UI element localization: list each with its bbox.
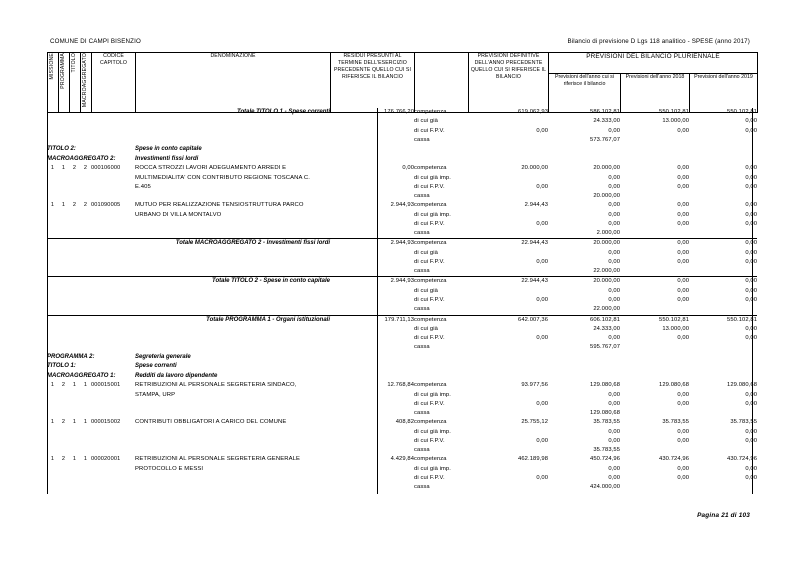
col-header-macroaggregato-label: MACROAGGREGATO xyxy=(82,53,89,108)
cell-anno-corrente-di_cui_fpv: 0,00 xyxy=(608,475,621,481)
cell-anno-corrente-di_cui_gia: 24.333,00 xyxy=(593,118,621,125)
cell-missione: 1 xyxy=(50,382,55,389)
cell-line-label-di_cui_fpv: di cui F.P.V. xyxy=(414,475,445,481)
cell-anno-2019-di_cui_fpv: 0,00 xyxy=(745,258,758,265)
cell-anno-2018-competenza: 430.724,96 xyxy=(659,456,690,463)
cell-line-label-competenza: competenza xyxy=(414,202,447,209)
cell-residui: 2.944,93 xyxy=(330,239,414,277)
denominazione-line: MUTUO PER REALIZZAZIONE TENSIOSTRUTTURA PARCO xyxy=(135,202,304,209)
cell-capitolo: 000106000 xyxy=(91,165,121,172)
cell-macro: 1 xyxy=(83,456,88,463)
cell-residui: 179.711,13 xyxy=(330,315,414,353)
cell-anno-2018-cassa xyxy=(620,483,689,492)
cell-anno-corrente-cassa: 2.000,00 xyxy=(596,230,621,237)
cell-previsioni-definitive-di_cui_gia xyxy=(468,117,548,126)
group-text: Redditi da lavoro dipendente xyxy=(135,372,218,379)
cell-previsioni-definitive-cassa xyxy=(468,192,548,201)
group-heading-row xyxy=(47,372,757,382)
cell-previsioni-definitive-cassa xyxy=(468,409,548,418)
cell-residui: 2.944,93 xyxy=(330,277,414,315)
cell-line-label-di_cui_fpv: di cui F.P.V. xyxy=(414,258,445,265)
cell-line-label-di_cui_fpv: di cui F.P.V. xyxy=(414,296,445,303)
col-header-residui: RESIDUI PRESUNTI AL TERMINE DELL'ESERCIZIO PRECEDENTE QUELLO CUI SI RIFERISCE IL BILANCIO xyxy=(331,53,415,113)
cell-anno-2019-competenza: 430.724,96 xyxy=(727,456,758,463)
col-header-previsioni-definitive: PREVISIONI DEFINITIVE DELL'ANNO PRECEDENTE QUELLO CUI SI RIFERISCE IL BILANCIO xyxy=(469,53,549,113)
cell-previsioni-definitive-di_cui_fpv: 0,00 xyxy=(536,475,549,481)
cell-anno-2018-competenza: 0,00 xyxy=(620,277,689,287)
cell-anno-2018-cassa xyxy=(620,305,689,315)
table-row xyxy=(47,277,757,287)
cell-anno-corrente-di_cui_gia: 0,00 xyxy=(608,465,621,472)
cell-anno-2018-di_cui_fpv: 0,00 xyxy=(677,335,690,342)
cell-line-label-cassa: cassa xyxy=(414,410,430,417)
col-header-codice-line2: CAPITOLO xyxy=(100,60,127,67)
cell-anno-2019-di_cui_gia: 0,00 xyxy=(745,249,758,256)
cell-previsioni-definitive-di_cui_gia xyxy=(468,428,548,437)
cell-anno-2019-di_cui_gia: 0,00 xyxy=(745,118,758,125)
cell-line-label-cassa: cassa xyxy=(414,230,430,237)
cell-anno-2019-competenza: 550.102,81 xyxy=(727,109,758,115)
cell-anno-2019-di_cui_gia: 0,00 xyxy=(745,465,758,472)
cell-anno-corrente-di_cui_gia: 0,00 xyxy=(608,428,621,435)
cell-previsioni-definitive-di_cui_gia xyxy=(468,465,548,474)
cell-anno-corrente-competenza: 450.724,96 xyxy=(590,456,621,463)
cell-titolo: 2 xyxy=(72,165,77,172)
cell-previsioni-definitive-di_cui_fpv: 0,00 xyxy=(536,183,549,190)
col-header-titolo-label: TITOLO xyxy=(71,53,78,73)
cell-missione: 1 xyxy=(50,165,55,172)
cell-line-label-cassa: cassa xyxy=(414,344,430,351)
cell-anno-2019-competenza: 550.102,81 xyxy=(689,315,757,325)
col-header-programma-label: PROGRAMMA xyxy=(60,53,67,89)
cell-line-label-di_cui_gia: di cui già imp. xyxy=(414,211,451,218)
cell-anno-2019-cassa xyxy=(689,409,757,418)
cell-anno-corrente-cassa: 595.767,07 xyxy=(590,344,621,351)
group-heading-row xyxy=(47,362,757,372)
cell-macro: 2 xyxy=(83,165,88,172)
cell-line-label-competenza: competenza xyxy=(414,315,468,325)
cell-anno-corrente-cassa: 424.000,00 xyxy=(590,484,621,491)
cell-anno-2018-cassa xyxy=(620,409,689,418)
cell-anno-2018-competenza: 129.080,68 xyxy=(659,382,690,389)
cell-denominazione xyxy=(135,164,330,201)
cell-anno-corrente-di_cui_gia: 0,00 xyxy=(608,174,621,181)
cell-previsioni-definitive-competenza: 642.007,36 xyxy=(468,315,548,325)
cell-line-label-competenza: competenza xyxy=(414,109,447,115)
cell-anno-2018-competenza: 550.102,81 xyxy=(620,315,689,325)
cell-anno-2018-di_cui_gia: 0,00 xyxy=(677,211,690,218)
table-row xyxy=(47,239,757,249)
cell-anno-2019-di_cui_fpv: 0,00 xyxy=(745,127,758,134)
cell-capitolo: 000015002 xyxy=(91,419,121,426)
cell-anno-2018-di_cui_fpv: 0,00 xyxy=(677,127,690,134)
cell-previsioni-definitive-cassa xyxy=(468,267,548,277)
group-code: TITOLO 1: xyxy=(47,363,76,370)
cell-previsioni-definitive-di_cui_fpv: 0,00 xyxy=(536,220,549,227)
cell-residui: 12.768,84 xyxy=(387,382,415,389)
cell-line-label-cassa: cassa xyxy=(414,268,430,275)
table-row xyxy=(47,381,757,390)
denominazione-line: URBANO DI VILLA MONTALVO xyxy=(135,211,222,218)
table-row xyxy=(47,418,757,427)
cell-capitolo: 000015001 xyxy=(91,382,121,389)
cell-anno-2019-cassa xyxy=(689,446,757,455)
cell-titolo: 2 xyxy=(72,202,77,209)
group-text: Segreteria generale xyxy=(135,353,191,360)
cell-anno-2018-competenza: 0,00 xyxy=(620,239,689,249)
col-header-spacer xyxy=(415,53,469,113)
cell-anno-2018-cassa xyxy=(620,136,689,145)
cell-denominazione xyxy=(135,201,330,239)
cell-anno-corrente-cassa: 573.767,07 xyxy=(590,136,621,143)
cell-anno-2019-competenza: 0,00 xyxy=(689,239,757,249)
cell-previsioni-definitive-di_cui_fpv: 0,00 xyxy=(536,296,549,303)
cell-anno-corrente-cassa: 22.000,00 xyxy=(593,306,621,313)
col-header-missione xyxy=(48,53,59,113)
cell-anno-2019-di_cui_gia: 0,00 xyxy=(745,391,758,398)
cell-residui: 2.944,93 xyxy=(390,202,415,209)
cell-line-label-di_cui_gia: di cui già imp. xyxy=(414,391,451,398)
col-header-missione-label: MISSIONE xyxy=(49,53,56,80)
cell-previsioni-definitive-competenza: 462.189,98 xyxy=(518,456,549,463)
cell-line-label-competenza: competenza xyxy=(414,165,447,172)
running-head-right: Bilancio di previsione D Lgs 118 analitico - SPESE (anno 2017) xyxy=(567,38,750,45)
group-heading-row xyxy=(47,145,757,155)
cell-previsioni-definitive-cassa xyxy=(468,343,548,352)
cell-residui: 4.429,84 xyxy=(390,456,415,463)
denominazione-line: PROTOCOLLO E MESSI xyxy=(135,465,204,472)
cell-anno-2018-di_cui_gia: 0,00 xyxy=(677,174,690,181)
running-head xyxy=(50,38,750,50)
cell-previsioni-definitive-di_cui_fpv: 0,00 xyxy=(536,258,549,265)
cell-line-label-cassa: cassa xyxy=(414,306,430,313)
cell-anno-2018-di_cui_fpv: 0,00 xyxy=(677,400,690,407)
denominazione-line: RETRIBUZIONI AL PERSONALE SEGRETERIA GENERALE xyxy=(135,456,301,463)
cell-capitolo: 000020001 xyxy=(91,456,121,463)
table-body xyxy=(47,108,757,493)
cell-anno-2018-di_cui_gia: 0,00 xyxy=(677,428,690,435)
cell-anno-corrente-di_cui_gia: 0,00 xyxy=(608,287,621,294)
cell-anno-2018-cassa xyxy=(620,229,689,239)
cell-previsioni-definitive-competenza: 2.944,43 xyxy=(524,202,549,209)
cell-line-label-di_cui_fpv: di cui F.P.V. xyxy=(414,127,445,134)
group-heading-row xyxy=(47,155,757,165)
cell-line-label-di_cui_gia: di cui già xyxy=(414,325,438,332)
cell-previsioni-definitive-cassa xyxy=(468,305,548,315)
cell-anno-corrente-competenza: 606.102,81 xyxy=(548,315,620,325)
cell-programma: 1 xyxy=(61,165,66,172)
cell-previsioni-definitive-di_cui_fpv: 0,00 xyxy=(536,437,549,444)
denominazione-line: E.405 xyxy=(135,184,151,191)
cell-anno-corrente-di_cui_fpv: 0,00 xyxy=(608,335,621,342)
cell-line-label-competenza: competenza xyxy=(414,382,447,389)
cell-anno-2018-di_cui_fpv: 0,00 xyxy=(677,183,690,190)
cell-anno-2019-competenza: 0,00 xyxy=(745,202,758,209)
cell-anno-2018-di_cui_gia: 13.000,00 xyxy=(662,325,690,332)
cell-anno-2019-di_cui_fpv: 0,00 xyxy=(745,475,758,481)
cell-titolo: 1 xyxy=(72,382,77,389)
cell-anno-2019-competenza: 35.783,55 xyxy=(730,419,758,426)
cell-anno-corrente-cassa: 20.000,00 xyxy=(593,193,621,200)
cell-anno-2019-di_cui_fpv: 0,00 xyxy=(745,183,758,190)
cell-previsioni-definitive-di_cui_gia xyxy=(468,325,548,334)
cell-previsioni-definitive-competenza: 22.944,43 xyxy=(468,239,548,249)
cell-previsioni-definitive-di_cui_fpv: 0,00 xyxy=(536,335,549,342)
cell-previsioni-definitive-di_cui_gia xyxy=(468,249,548,258)
cell-anno-2019-cassa xyxy=(689,192,757,201)
cell-anno-2019-di_cui_gia: 0,00 xyxy=(745,211,758,218)
cell-anno-2019-di_cui_gia: 0,00 xyxy=(745,287,758,294)
table-row xyxy=(47,201,757,210)
cell-anno-2019-di_cui_gia: 0,00 xyxy=(745,174,758,181)
cell-previsioni-definitive-competenza: 20.000,00 xyxy=(521,165,549,172)
denominazione-line: STAMPA, URP xyxy=(135,391,176,398)
cell-line-label-di_cui_fpv: di cui F.P.V. xyxy=(414,220,445,227)
cell-line-label-cassa: cassa xyxy=(414,447,430,454)
cell-line-label-di_cui_gia: di cui già xyxy=(414,249,438,256)
group-heading-row xyxy=(47,353,757,363)
cell-anno-2019-cassa xyxy=(689,305,757,315)
table-row xyxy=(47,164,757,173)
total-label: Totale PROGRAMMA 1 - Organi istituzionali xyxy=(47,315,330,353)
cell-anno-2018-di_cui_fpv: 0,00 xyxy=(677,220,690,227)
cell-anno-2018-cassa xyxy=(620,343,689,352)
cell-residui: 0,00 xyxy=(402,165,415,172)
cell-anno-corrente-cassa: 35.783,55 xyxy=(593,447,621,454)
group-text: Spese correnti xyxy=(135,363,177,370)
cell-previsioni-definitive-di_cui_fpv: 0,00 xyxy=(536,127,549,134)
cell-macro: 1 xyxy=(83,419,88,426)
cell-line-label-competenza: competenza xyxy=(414,277,468,287)
cell-anno-corrente-cassa: 129.080,68 xyxy=(590,410,621,417)
cell-anno-corrente-competenza: 20.000,00 xyxy=(548,277,620,287)
table-row xyxy=(47,315,757,325)
col-header-programma xyxy=(59,53,70,113)
cell-previsioni-definitive-competenza: 25.755,12 xyxy=(521,419,549,426)
cell-anno-corrente-di_cui_fpv: 0,00 xyxy=(608,220,621,227)
cell-missione: 1 xyxy=(50,419,55,426)
cell-anno-corrente-di_cui_gia: 0,00 xyxy=(608,391,621,398)
group-code: MACROAGGREGATO 2: xyxy=(47,155,116,162)
cell-anno-corrente-di_cui_fpv: 0,00 xyxy=(608,183,621,190)
cell-anno-2018-cassa xyxy=(620,267,689,277)
cell-line-label-di_cui_fpv: di cui F.P.V. xyxy=(414,183,445,190)
cell-previsioni-definitive-cassa xyxy=(468,229,548,239)
cell-anno-2018-competenza: 0,00 xyxy=(677,202,690,209)
cell-anno-corrente-di_cui_gia: 0,00 xyxy=(608,249,621,256)
group-code: TITOLO 2: xyxy=(47,146,76,153)
cell-anno-2018-di_cui_gia: 0,00 xyxy=(677,391,690,398)
cell-previsioni-definitive-di_cui_gia xyxy=(468,174,548,183)
col-header-anno-corrente: Previsioni dell'anno cui si riferisce il bilancio xyxy=(549,73,621,112)
cell-anno-2018-di_cui_fpv: 0,00 xyxy=(677,296,690,303)
cell-anno-corrente-di_cui_fpv: 0,00 xyxy=(608,400,621,407)
cell-anno-corrente-competenza: 129.080,68 xyxy=(590,382,621,389)
cell-anno-2018-competenza: 0,00 xyxy=(677,165,690,172)
cell-anno-corrente-competenza: 35.783,55 xyxy=(593,419,621,426)
total-label: Totale TITOLO 2 - Spese in conto capitale xyxy=(47,277,330,315)
table-row xyxy=(47,455,757,464)
cell-capitolo: 001090005 xyxy=(91,202,121,209)
cell-anno-2019-di_cui_fpv: 0,00 xyxy=(745,220,758,227)
cell-line-label-di_cui_gia: di cui già imp. xyxy=(414,174,451,181)
denominazione-line: MULTIMEDIALITA' CON CONTRIBUTO REGIONE TOSCANA C. xyxy=(135,174,311,181)
page-footer: Pagina 21 di 103 xyxy=(697,512,750,519)
cell-anno-2018-di_cui_gia: 0,00 xyxy=(677,287,690,294)
cell-line-label-di_cui_gia: di cui già xyxy=(414,118,438,125)
col-header-codice-line1: CODICE xyxy=(103,53,124,59)
cell-anno-2019-di_cui_gia: 0,00 xyxy=(745,325,758,332)
cell-anno-corrente-di_cui_fpv: 0,00 xyxy=(608,437,621,444)
cell-anno-corrente-di_cui_gia: 24.333,00 xyxy=(593,325,621,332)
cell-line-label-di_cui_gia: di cui già xyxy=(414,287,438,294)
cell-anno-corrente-cassa: 22.000,00 xyxy=(593,268,621,275)
cell-anno-corrente-di_cui_fpv: 0,00 xyxy=(608,258,621,265)
group-code: PROGRAMMA 2: xyxy=(47,353,95,360)
cell-residui: 408,82 xyxy=(395,419,415,426)
cell-macro: 2 xyxy=(83,202,88,209)
cell-anno-corrente-di_cui_fpv: 0,00 xyxy=(608,127,621,134)
cell-anno-2018-di_cui_gia: 0,00 xyxy=(677,465,690,472)
cell-anno-corrente-competenza: 586.102,81 xyxy=(590,109,621,115)
cell-anno-2019-cassa xyxy=(689,229,757,239)
denominazione-line: CONTRIBUTI OBBLIGATORI A CARICO DEL COMUNE xyxy=(135,419,287,426)
cell-anno-2019-cassa xyxy=(689,136,757,145)
group-text: Spese in conto capitale xyxy=(135,146,202,153)
cell-previsioni-definitive-di_cui_gia xyxy=(468,391,548,400)
cell-previsioni-definitive-cassa xyxy=(468,446,548,455)
table-header xyxy=(47,52,758,113)
cell-anno-corrente-competenza: 0,00 xyxy=(608,202,621,209)
cell-programma: 2 xyxy=(61,382,66,389)
cell-anno-2018-cassa xyxy=(620,192,689,201)
col-header-anno-2018: Previsioni dell'anno 2018 xyxy=(621,73,690,112)
col-header-macroaggregato xyxy=(81,53,92,113)
cell-anno-corrente-competenza: 20.000,00 xyxy=(593,165,621,172)
col-header-denominazione: DENOMINAZIONE xyxy=(136,53,331,113)
col-header-anno-2019: Previsioni dell'anno 2019 xyxy=(690,73,758,112)
cell-programma: 2 xyxy=(61,419,66,426)
cell-anno-2019-di_cui_fpv: 0,00 xyxy=(745,296,758,303)
cell-previsioni-definitive-di_cui_gia xyxy=(468,211,548,220)
cell-line-label-cassa: cassa xyxy=(414,136,430,143)
cell-anno-2018-di_cui_gia: 13.000,00 xyxy=(662,118,690,125)
cell-line-label-di_cui_gia: di cui già imp. xyxy=(414,428,451,435)
cell-anno-corrente-di_cui_gia: 0,00 xyxy=(608,211,621,218)
cell-anno-2019-di_cui_gia: 0,00 xyxy=(745,428,758,435)
col-header-pluriennale: PREVISIONI DEL BILANCIO PLURIENNALE xyxy=(549,53,758,74)
cell-anno-2019-di_cui_fpv: 0,00 xyxy=(745,335,758,342)
denominazione-line: ROCCA STROZZI LAVORI ADEGUAMENTO ARREDI E xyxy=(135,165,287,172)
cell-previsioni-definitive-competenza: 22.944,43 xyxy=(468,277,548,287)
cell-previsioni-definitive-competenza: 619.062,93 xyxy=(518,109,549,115)
cell-previsioni-definitive-di_cui_gia xyxy=(468,287,548,296)
total-label: Totale MACROAGGREGATO 2 - Investimenti fissi lordi xyxy=(47,239,330,277)
total-label: Totale TITOLO 1 - Spese correnti xyxy=(237,109,331,115)
cell-anno-2019-competenza: 0,00 xyxy=(689,277,757,287)
cell-previsioni-definitive-cassa xyxy=(468,136,548,145)
cell-line-label-di_cui_gia: di cui già imp. xyxy=(414,465,451,472)
cell-anno-2019-cassa xyxy=(689,267,757,277)
cell-line-label-competenza: competenza xyxy=(414,456,447,463)
table-row xyxy=(47,108,757,117)
cell-anno-2018-competenza: 550.102,81 xyxy=(659,109,690,115)
cell-missione: 1 xyxy=(50,456,55,463)
cell-previsioni-definitive-competenza: 93.977,56 xyxy=(521,382,549,389)
cell-anno-corrente-di_cui_fpv: 0,00 xyxy=(608,296,621,303)
col-header-codice-capitolo xyxy=(92,53,136,113)
group-code: MACROAGGREGATO 1: xyxy=(47,372,116,379)
cell-line-label-competenza: competenza xyxy=(414,239,468,249)
cell-macro: 1 xyxy=(83,382,88,389)
cell-line-label-cassa: cassa xyxy=(414,193,430,200)
cell-anno-corrente-competenza: 20.000,00 xyxy=(548,239,620,249)
cell-anno-2019-competenza: 129.080,68 xyxy=(727,382,758,389)
cell-anno-2018-competenza: 35.783,55 xyxy=(662,419,690,426)
col-header-titolo xyxy=(70,53,81,113)
cell-missione: 1 xyxy=(50,202,55,209)
cell-denominazione xyxy=(135,418,330,455)
group-text: Investimenti fissi lordi xyxy=(135,155,199,162)
cell-anno-2019-di_cui_fpv: 0,00 xyxy=(745,400,758,407)
cell-anno-2019-competenza: 0,00 xyxy=(745,165,758,172)
denominazione-line: RETRIBUZIONI AL PERSONALE SEGRETERIA SINDACO, xyxy=(135,382,297,389)
cell-titolo: 1 xyxy=(72,419,77,426)
running-head-left: COMUNE DI CAMPI BISENZIO xyxy=(50,38,141,45)
cell-titolo: 1 xyxy=(72,456,77,463)
cell-previsioni-definitive-cassa xyxy=(468,483,548,492)
cell-line-label-competenza: competenza xyxy=(414,419,447,426)
cell-line-label-di_cui_fpv: di cui F.P.V. xyxy=(414,400,445,407)
cell-line-label-cassa: cassa xyxy=(414,484,430,491)
cell-programma: 1 xyxy=(61,202,66,209)
cell-anno-2018-di_cui_fpv: 0,00 xyxy=(677,475,690,481)
cell-previsioni-definitive-di_cui_fpv: 0,00 xyxy=(536,400,549,407)
cell-anno-2018-cassa xyxy=(620,446,689,455)
cell-anno-2019-di_cui_fpv: 0,00 xyxy=(745,437,758,444)
cell-anno-2018-di_cui_fpv: 0,00 xyxy=(677,258,690,265)
cell-anno-2019-cassa xyxy=(689,343,757,352)
cell-anno-2018-di_cui_gia: 0,00 xyxy=(677,249,690,256)
cell-anno-2019-cassa xyxy=(689,483,757,492)
cell-programma: 2 xyxy=(61,456,66,463)
cell-line-label-di_cui_fpv: di cui F.P.V. xyxy=(414,437,445,444)
cell-anno-2018-di_cui_fpv: 0,00 xyxy=(677,437,690,444)
cell-denominazione xyxy=(135,455,330,492)
cell-residui: 176.766,20 xyxy=(384,109,415,115)
cell-line-label-di_cui_fpv: di cui F.P.V. xyxy=(414,335,445,342)
cell-denominazione xyxy=(135,381,330,418)
